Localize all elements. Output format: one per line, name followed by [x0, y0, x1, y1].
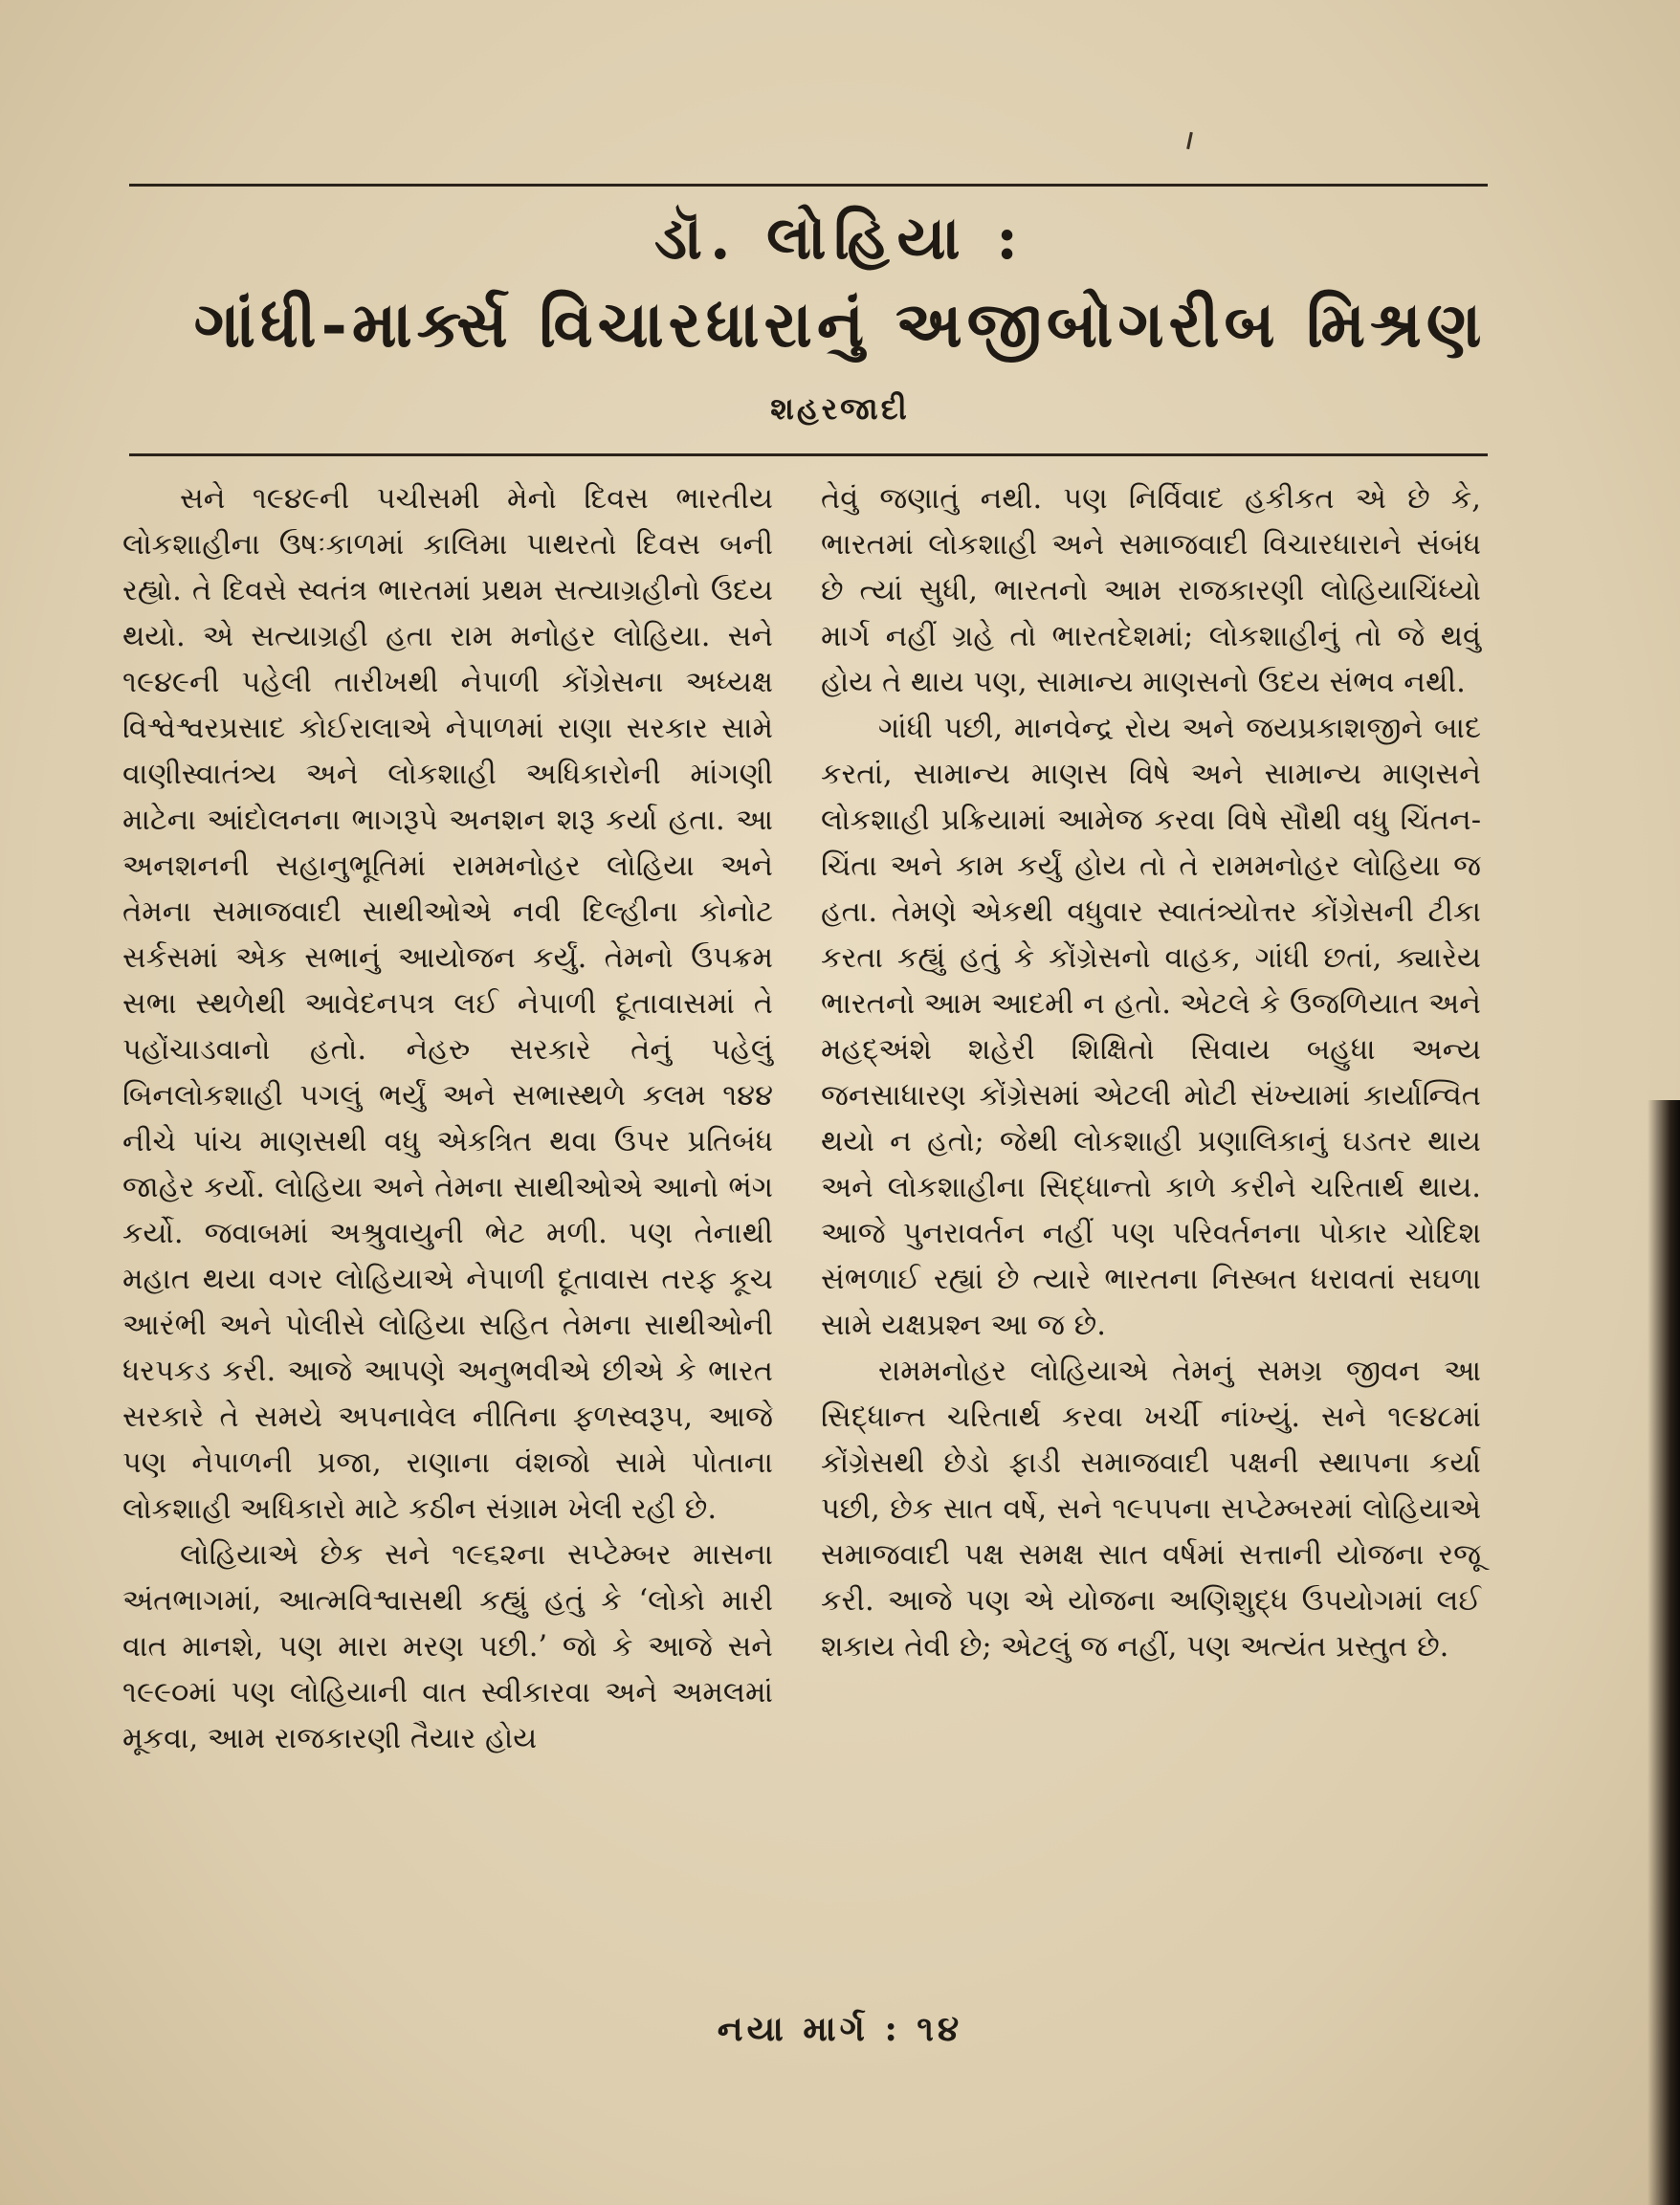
paragraph: સને ૧૯૪૯ની પચીસમી મેનો દિવસ ભારતીય લોકશાહીના ઉષઃકાળમાં કાલિમા પાથરતો દિવસ બની રહ્યો. તે દિવસે સ્વતંત્ર ભારતમાં પ્રથમ સત્યાગ્રહીનો ઉદય થયો. એ સત્યાગ્રહી હતા રામ મનોહર લોહિયા. સને ૧૯૪૯ની પહેલી તારીખથી નેપાળી કોંગ્રેસના અધ્યક્ષ વિશ્વેશ્વરપ્રસાદ કોઈરાલાએ નેપાળમાં રાણા સરકાર સામે વાણીસ્વાતંત્ર્ય અને લોકશાહી અધિકારોની માંગણી માટેના આંદોલનના ભાગરૂપે અનશન શરૂ કર્યા હતા. આ અનશનની સહાનુભૂતિમાં રામમનોહર લોહિયા અને તેમના સમાજવાદી સાથીઓએ નવી દિલ્હીના કોનોટ સર્કસમાં એક સભાનું આયોજન કર્યું. તેમનો ઉપક્રમ સભા સ્થળેથી આવેદનપત્ર લઈ નેપાળી દૂતાવાસમાં તે પહોંચાડવાનો હતો. નેહરુ સરકારે તેનું પહેલું બિનલોકશાહી પગલું ભર્યું અને સભાસ્થળે કલમ ૧૪૪ નીચે પાંચ માણસથી વધુ એકત્રિત થવા ઉપર પ્રતિબંધ જાહેર કર્યો. લોહિયા અને તેમના સાથીઓએ આનો ભંગ કર્યો. જવાબમાં અશ્રુવાયુની ભેટ મળી. પણ તેનાથી મહાત થયા વગર લોહિયાએ નેપાળી દૂતાવાસ તરફ કૂચ આરંભી અને પોલીસે લોહિયા સહિત તેમના સાથીઓની ધરપકડ કરી. આજે આપણે અનુભવીએ છીએ કે ભારત સરકારે તે સમયે અપનાવેલ નીતિના ફળસ્વરૂપ, આજે પણ નેપાળની પ્રજા, રાણાના વંશજો સામે પોતાના લોકશાહી અધિકારો માટે કઠીન સંગ્રામ ખેલી રહી છે. — [122, 482, 773, 1526]
author-name: શહરજાદી — [770, 390, 910, 427]
paragraph: લોહિયાએ છેક સને ૧૯૬૨ના સપ્ટેમ્બર માસના અંતભાગમાં, આત્મવિશ્વાસથી કહ્યું હતું કે ‘લોકો મારી વાત માનશે, પણ મારા મરણ પછી.’ જો કે આજે સને ૧૯૯૦માં પણ લોહિયાની વાત સ્વીકારવા અને અમલમાં મૂકવા, આમ રાજકારણી તૈયાર હોય — [122, 1538, 773, 1755]
stray-mark — [1186, 132, 1193, 149]
right-column — [821, 476, 1481, 1670]
left-column — [122, 476, 773, 1762]
article-title: ડૉ. લોહિયા : — [653, 203, 1027, 273]
paragraph: તેવું જણાતું નથી. પણ નિર્વિવાદ હકીકત એ છે કે, ભારતમાં લોકશાહી અને સમાજવાદી વિચારધારાને સંબંધ છે ત્યાં સુધી, ભારતનો આમ રાજકારણી લોહિયાચિંધ્યો માર્ગ નહીં ગ્રહે તો ભારતદેશમાં; લોકશાહીનું તો જે થવું હોય તે થાય પણ, સામાન્ય માણસનો ઉદય સંભવ નથી. — [821, 482, 1481, 699]
paragraph: ગાંધી પછી, માનવેન્દ્ર રોય અને જયપ્રકાશજીને બાદ કરતાં, સામાન્ય માણસ વિષે અને સામાન્ય માણસને લોકશાહી પ્રક્રિયામાં આમેજ કરવા વિષે સૌથી વધુ ચિંતન-ચિંતા અને કામ કર્યું હોય તો તે રામમનોહર લોહિયા જ હતા. તેમણે એકથી વધુવાર સ્વાતંત્ર્યોત્તર કોંગ્રેસની ટીકા કરતા કહ્યું હતું કે કોંગ્રેસનો વાહક, ગાંધી છતાં, ક્યારેય ભારતનો આમ આદમી ન હતો. એટલે કે ઉજળિયાત અને મહદ્અંશે શહેરી શિક્ષિતો સિવાય બહુધા અન્ય જનસાધારણ કોંગ્રેસમાં એટલી મોટી સંખ્યામાં કાર્યાન્વિત થયો ન હતો; જેથી લોકશાહી પ્રણાલિકાનું ઘડતર થાય અને લોકશાહીના સિદ્ધાન્તો કાળે કરીને ચરિતાર્થ થાય. આજે પુનરાવર્તન નહીં પણ પરિવર્તનના પોકાર ચોદિશ સંભળાઈ રહ્યાં છે ત્યારે ભારતના નિસ્બત ધરાવતાં સઘળા સામે યક્ષપ્રશ્ન આ જ છે. — [821, 712, 1481, 1342]
article-subtitle: ગાંધી-માર્ક્સ વિચારધારાનું અજીબોગરીબ મિશ્રણ — [193, 287, 1487, 362]
header-bottom-rule — [129, 453, 1488, 456]
page-footer: નયા માર્ગ : ૧૪ — [717, 2009, 963, 2049]
paragraph: રામમનોહર લોહિયાએ તેમનું સમગ્ર જીવન આ સિદ્ધાન્ત ચરિતાર્થ કરવા ખર્ચી નાંખ્યું. સને ૧૯૪૮માં કોંગ્રેસથી છેડો ફાડી સમાજવાદી પક્ષની સ્થાપના કર્યા પછી, છેક સાત વર્ષે, સને ૧૯૫૫ના સપ્ટેમ્બરમાં લોહિયાએ સમાજવાદી પક્ષ સમક્ષ સાત વર્ષમાં સત્તાની યોજના રજૂ કરી. આજે પણ એ યોજના અણિશુદ્ધ ઉપયોગમાં લઈ શકાય તેવી છે; એટલું જ નહીં, પણ અત્યંત પ્રસ્તુત છે. — [821, 1355, 1481, 1664]
top-rule — [129, 184, 1488, 187]
